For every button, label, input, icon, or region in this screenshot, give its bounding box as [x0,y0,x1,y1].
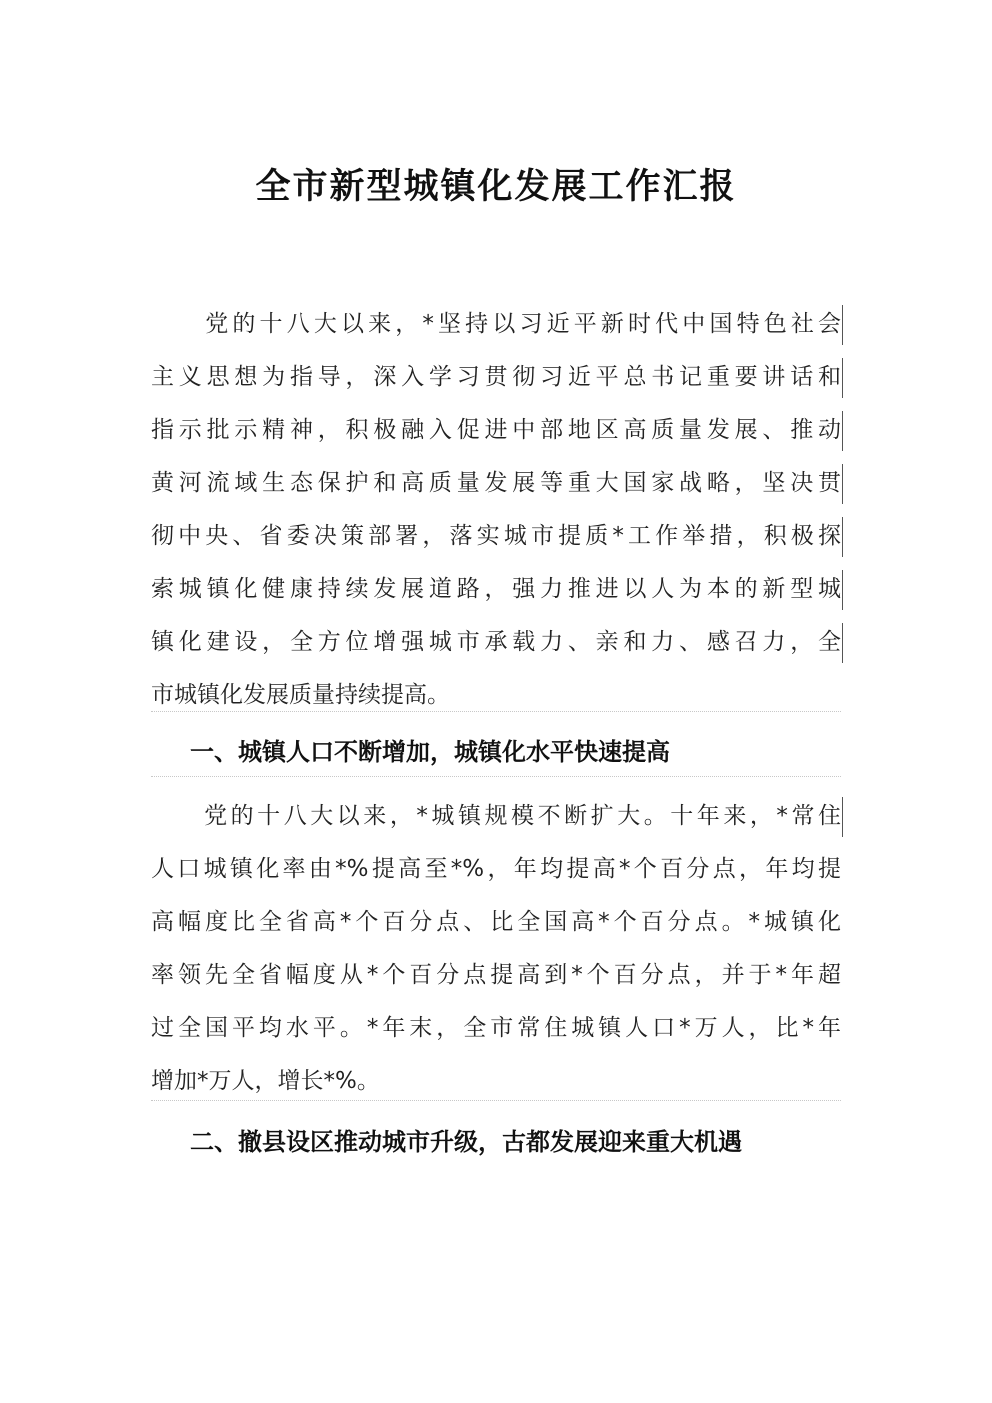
paragraph-line: 率领先全省幅度从*个百分点提高到*个百分点，并于*年超 [151,962,841,988]
paragraph-line: 过全国平均水平。*年末，全市常住城镇人口*万人，比*年 [151,1015,841,1041]
right-margin-mark [842,797,843,837]
paragraph-line: 增加*万人，增长*%。 [151,1068,380,1094]
right-margin-mark [842,570,843,610]
paragraph-line: 镇化建设，全方位增强城市承载力、亲和力、感召力，全 [151,629,841,655]
paragraph-line: 指示批示精神，积极融入促进中部地区高质量发展、推动 [151,417,841,443]
document-title: 全市新型城镇化发展工作汇报 [255,166,737,207]
right-margin-mark [842,305,843,345]
section1-paragraph [151,790,841,1108]
right-margin-mark [842,623,843,663]
paragraph-line: 彻中央、省委决策部署，落实城市提质*工作举措，积极探 [151,523,841,549]
right-margin-mark [842,517,843,557]
paragraph-divider [151,776,841,777]
paragraph-divider [151,1100,841,1101]
paragraph-line: 主义思想为指导，深入学习贯彻习近平总书记重要讲话和 [151,364,841,390]
paragraph-line: 党的十八大以来，*城镇规模不断扩大。十年来，*常住 [151,803,841,829]
paragraph-line: 市城镇化发展质量持续提高。 [151,682,450,708]
right-margin-mark [842,464,843,504]
paragraph-divider [151,711,841,712]
section-heading-1: 一、城镇人口不断增加，城镇化水平快速提高 [190,738,670,766]
right-margin-mark [842,411,843,451]
intro-paragraph [151,298,841,722]
section-heading-2: 二、撤县设区推动城市升级，古都发展迎来重大机遇 [190,1128,742,1156]
right-margin-mark [842,358,843,398]
paragraph-line: 黄河流域生态保护和高质量发展等重大国家战略，坚决贯 [151,470,841,496]
paragraph-line: 高幅度比全省高*个百分点、比全国高*个百分点。*城镇化 [151,909,841,935]
paragraph-line: 索城镇化健康持续发展道路，强力推进以人为本的新型城 [151,576,841,602]
paragraph-line: 党的十八大以来，*坚持以习近平新时代中国特色社会 [151,311,841,337]
paragraph-line: 人口城镇化率由*%提高至*%，年均提高*个百分点，年均提 [151,856,841,882]
